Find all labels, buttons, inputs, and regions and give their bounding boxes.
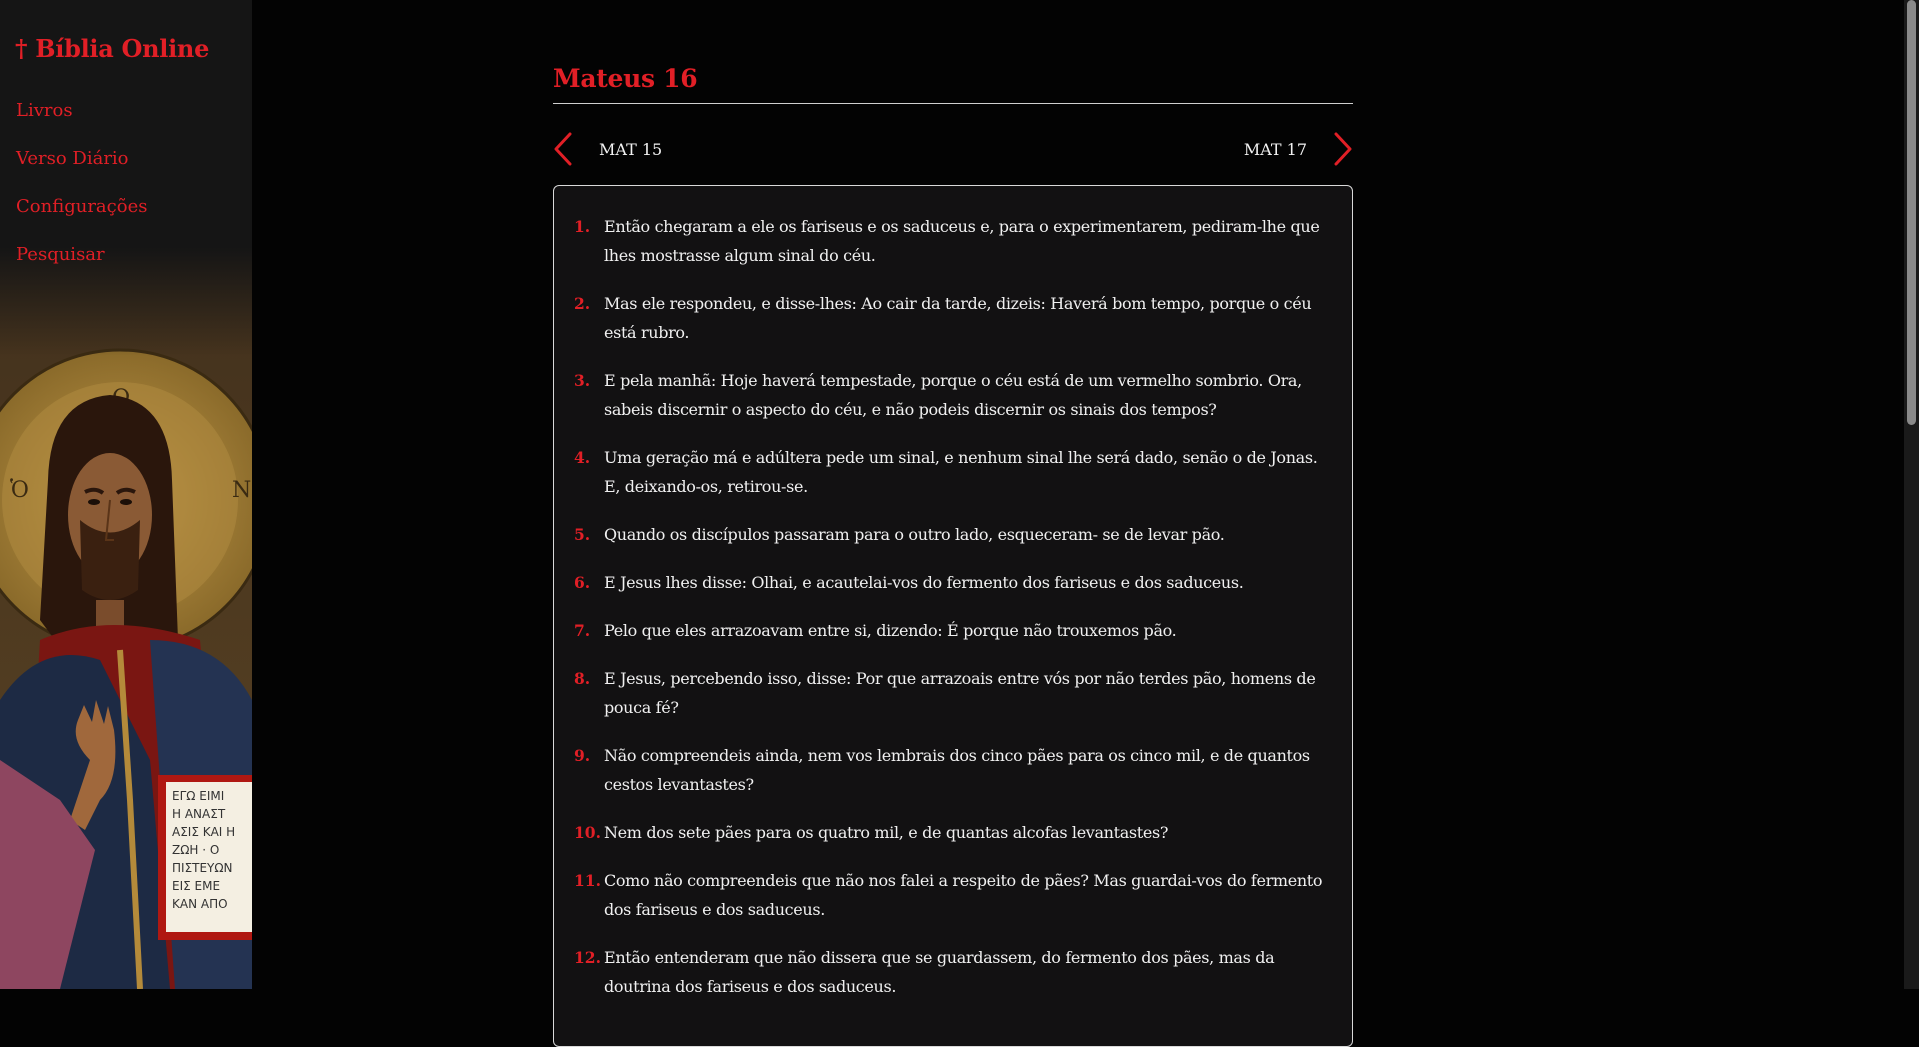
chevron-right-icon [1333, 132, 1353, 166]
verse-text: Quando os discípulos passaram para o outro lado, esqueceram- se de levar pão. [604, 525, 1225, 544]
brand-title[interactable]: † Bíblia Online [15, 34, 210, 63]
sidebar-item-verso-diario [16, 148, 147, 196]
verse-item [574, 212, 1332, 270]
sidebar-nav [16, 100, 147, 292]
prev-chapter-link[interactable] [553, 128, 662, 170]
verse-number: 10. [574, 823, 601, 842]
sidebar-link-configuracoes[interactable]: Configurações [16, 196, 148, 217]
chapter-title: Mateus 16 [553, 64, 698, 93]
verse-item [574, 943, 1332, 1001]
sidebar-link-pesquisar[interactable]: Pesquisar [16, 244, 105, 265]
verse-text: E Jesus, percebendo isso, disse: Por que arrazoais entre vós por não terdes pão, homens de pouca fé? [604, 669, 1316, 717]
verse-item [574, 366, 1332, 424]
verse-number: 9. [574, 746, 591, 765]
sidebar [0, 0, 252, 989]
verse-list [554, 186, 1352, 1001]
verse-number: 7. [574, 621, 591, 640]
sidebar-link-verso-diario[interactable]: Verso Diário [16, 148, 129, 169]
verses-panel [553, 185, 1353, 1047]
verse-item [574, 568, 1332, 597]
verse-text: Uma geração má e adúltera pede um sinal, e nenhum sinal lhe será dado, senão o de Jonas. E, deixando-os, retirou-se. [604, 448, 1318, 496]
sidebar-item-livros [16, 100, 147, 148]
next-chapter-label: MAT 17 [1243, 139, 1307, 159]
verse-item [574, 289, 1332, 347]
verse-number: 5. [574, 525, 591, 544]
chapter-navigation [553, 128, 1353, 170]
verse-number: 12. [574, 948, 601, 967]
sidebar-link-livros[interactable]: Livros [16, 100, 73, 121]
verse-text: E pela manhã: Hoje haverá tempestade, porque o céu está de um vermelho sombrio. Ora, sabeis discernir o aspecto do céu, e não podeis discernir os sinais dos tempos? [604, 371, 1302, 419]
sidebar-item-pesquisar [16, 244, 147, 292]
verse-item [574, 616, 1332, 645]
verse-text: Como não compreendeis que não nos falei a respeito de pães? Mas guardai-vos do fermento dos fariseus e dos saduceus. [604, 871, 1323, 919]
verse-number: 1. [574, 217, 591, 236]
prev-chapter-label: MAT 15 [599, 139, 663, 159]
verse-number: 6. [574, 573, 591, 592]
verse-number: 3. [574, 371, 591, 390]
chevron-left-icon [553, 132, 573, 166]
main-content [252, 0, 1904, 996]
verse-number: 2. [574, 294, 591, 313]
next-chapter-link[interactable] [1244, 128, 1353, 170]
verse-item [574, 520, 1332, 549]
page-scrollbar[interactable] [1904, 0, 1919, 989]
verse-item [574, 866, 1332, 924]
verse-text: Então entenderam que não dissera que se guardassem, do fermento dos pães, mas da doutrina dos fariseus e dos saduceus. [604, 948, 1275, 996]
verse-number: 4. [574, 448, 591, 467]
title-divider [553, 103, 1353, 104]
verse-number: 8. [574, 669, 591, 688]
verse-text: Não compreendeis ainda, nem vos lembrais dos cinco pães para os cinco mil, e de quantos cestos levantastes? [604, 746, 1310, 794]
verse-text: E Jesus lhes disse: Olhai, e acautelai-vos do fermento dos fariseus e dos saduceus. [604, 573, 1244, 592]
verse-item [574, 818, 1332, 847]
verse-text: Mas ele respondeu, e disse-lhes: Ao cair da tarde, dizeis: Haverá bom tempo, porque o céu está rubro. [604, 294, 1312, 342]
verse-text: Então chegaram a ele os fariseus e os saduceus e, para o experimentarem, pediram-lhe que lhes mostrasse algum sinal do céu. [604, 217, 1320, 265]
verse-text: Pelo que eles arrazoavam entre si, dizendo: É porque não trouxemos pão. [604, 621, 1177, 640]
verse-item [574, 741, 1332, 799]
verse-text: Nem dos sete pães para os quatro mil, e de quantas alcofas levantastes? [604, 823, 1169, 842]
verse-item [574, 443, 1332, 501]
verse-number: 11. [574, 871, 601, 890]
sidebar-item-configuracoes [16, 196, 147, 244]
scrollbar-thumb[interactable] [1907, 0, 1916, 425]
verse-item [574, 664, 1332, 722]
